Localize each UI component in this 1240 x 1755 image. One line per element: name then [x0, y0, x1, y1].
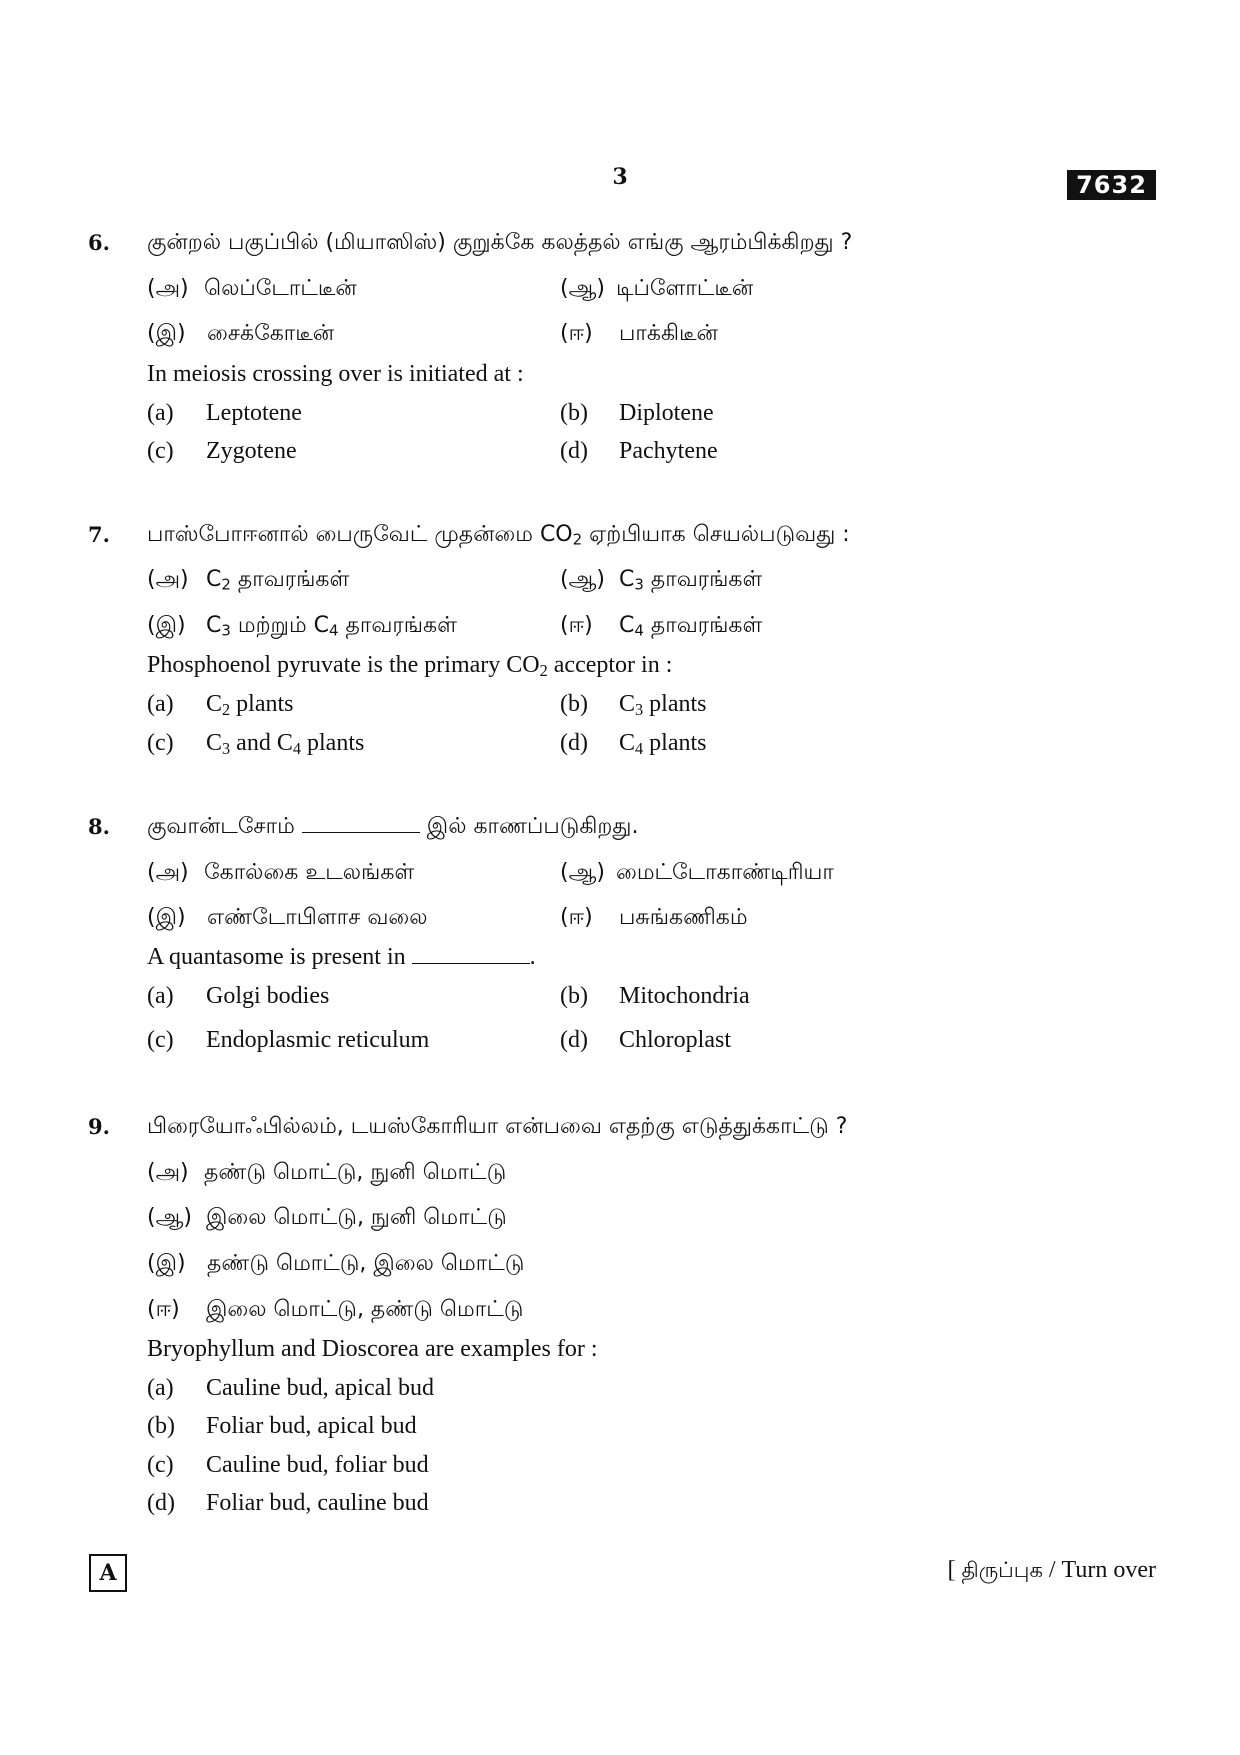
q9-en-label-c: (c) [147, 1452, 174, 1478]
q9-en-label-d: (d) [147, 1490, 175, 1516]
q7-en-label-a: (a) [147, 691, 174, 717]
q9-ta-label-b: (ஆ) [147, 1205, 192, 1230]
q8-en-label-a: (a) [147, 983, 174, 1009]
q7-en-label-b: (b) [560, 691, 588, 717]
q9-en-option-b: Foliar bud, apical bud [206, 1413, 417, 1439]
q8-ta-label-b: (ஆ) [560, 860, 605, 885]
q9-ta-option-a: தண்டு மொட்டு, நுனி மொட்டு [204, 1160, 507, 1185]
turn-over-note: [ திருப்புக / Turn over [947, 1557, 1156, 1583]
q7-en-option-d: $C_4$ plants [619, 730, 707, 759]
q7-ta-option-d: $C_4$ தாவரங்கள் [619, 613, 763, 640]
q8-ta-option-c: எண்டோபிளாச வலை [207, 905, 428, 930]
q8-ta-label-d: (ஈ) [560, 905, 593, 930]
q8-en-label-c: (c) [147, 1027, 174, 1053]
q8-en-option-d: Chloroplast [619, 1027, 731, 1053]
q7-en-option-a: $C_2$ plants [206, 691, 294, 720]
q9-en-label-b: (b) [147, 1413, 175, 1439]
question-7-english-stem: Phosphoenol pyruvate is the primary $CO_2$ acceptor in : [147, 652, 673, 681]
q6-ta-label-c: (இ) [147, 321, 186, 346]
q6-ta-option-a: லெப்டோட்டீன் [204, 276, 357, 301]
q8-en-option-a: Golgi bodies [206, 983, 330, 1009]
q7-ta-label-c: (இ) [147, 613, 186, 638]
q7-ta-label-b: (ஆ) [560, 567, 605, 592]
q7-ta-option-a: $C_2$ தாவரங்கள் [206, 567, 350, 594]
q8-en-label-d: (d) [560, 1027, 588, 1053]
q6-en-option-d: Pachytene [619, 438, 718, 464]
question-9-english-stem: Bryophyllum and Dioscorea are examples for : [147, 1336, 598, 1362]
q7-en-option-b: $C_3$ plants [619, 691, 707, 720]
q6-en-label-b: (b) [560, 400, 588, 426]
q8-en-option-b: Mitochondria [619, 983, 750, 1009]
q9-ta-option-c: தண்டு மொட்டு, இலை மொட்டு [207, 1251, 525, 1276]
question-6-tamil-stem: குன்றல் பகுப்பில் (மியாஸிஸ்) குறுக்கே கலத்தல் எங்கு ஆரம்பிக்கிறது ? [147, 230, 853, 255]
q9-ta-option-b: இலை மொட்டு, நுனி மொட்டு [206, 1205, 507, 1230]
question-6-number: 6. [88, 230, 110, 255]
q6-ta-option-d: பாக்கிடீன் [619, 321, 718, 346]
q6-ta-option-b: டிப்ளோட்டீன் [616, 276, 754, 301]
q7-ta-label-d: (ஈ) [560, 613, 593, 638]
question-9-number: 9. [88, 1114, 110, 1139]
q9-ta-label-d: (ஈ) [147, 1297, 180, 1322]
q8-ta-label-a: (அ) [147, 860, 189, 885]
q6-en-option-c: Zygotene [206, 438, 297, 464]
q7-en-option-c: $C_3$ and $C_4$ plants [206, 730, 365, 759]
q6-en-label-a: (a) [147, 400, 174, 426]
q6-en-label-d: (d) [560, 438, 588, 464]
question-6-english-stem: In meiosis crossing over is initiated at : [147, 361, 524, 387]
question-7-number: 7. [88, 522, 110, 547]
q9-ta-option-d: இலை மொட்டு, தண்டு மொட்டு [206, 1297, 524, 1322]
q8-ta-option-d: பசுங்கணிகம் [619, 905, 748, 930]
question-8-tamil-stem: குவான்டசோம் இல் காணப்படுகிறது. [147, 814, 639, 839]
q6-ta-label-a: (அ) [147, 276, 189, 301]
q8-ta-label-c: (இ) [147, 905, 186, 930]
q8-ta-option-b: மைட்டோகாண்டிரியா [616, 860, 834, 885]
q6-en-label-c: (c) [147, 438, 174, 464]
q9-en-label-a: (a) [147, 1375, 174, 1401]
q9-en-option-d: Foliar bud, cauline bud [206, 1490, 429, 1516]
q7-en-label-d: (d) [560, 730, 588, 756]
q9-en-option-c: Cauline bud, foliar bud [206, 1452, 429, 1478]
q6-ta-label-b: (ஆ) [560, 276, 605, 301]
q9-ta-label-a: (அ) [147, 1160, 189, 1185]
question-8-english-stem: A quantasome is present in . [147, 944, 536, 970]
q7-en-label-c: (c) [147, 730, 174, 756]
page-number: 3 [612, 164, 628, 190]
q6-en-option-b: Diplotene [619, 400, 714, 426]
q6-ta-label-d: (ஈ) [560, 321, 593, 346]
question-7-tamil-stem: பாஸ்போஈனால் பைருவேட் முதன்மை $CO_2$ ஏற்பியாக செயல்படுவது : [147, 522, 850, 549]
question-9-tamil-stem: பிரையோஃபில்லம், டயஸ்கோரியா என்பவை எதற்கு எடுத்துக்காட்டு ? [147, 1114, 848, 1139]
question-8-number: 8. [88, 814, 110, 839]
fill-in-blank [412, 945, 530, 964]
q9-ta-label-c: (இ) [147, 1251, 186, 1276]
q7-ta-option-c: $C_3$ மற்றும் $C_4$ தாவரங்கள் [206, 613, 457, 640]
paper-code-badge: 7632 [1067, 170, 1156, 200]
q8-en-option-c: Endoplasmic reticulum [206, 1027, 430, 1053]
q8-en-label-b: (b) [560, 983, 588, 1009]
q7-ta-option-b: $C_3$ தாவரங்கள் [619, 567, 763, 594]
q6-en-option-a: Leptotene [206, 400, 302, 426]
q8-ta-option-a: கோல்கை உடலங்கள் [204, 860, 415, 885]
q9-en-option-a: Cauline bud, apical bud [206, 1375, 434, 1401]
q6-ta-option-c: சைக்கோடீன் [207, 321, 335, 346]
q7-ta-label-a: (அ) [147, 567, 189, 592]
fill-in-blank [302, 814, 420, 833]
question-set-box: A [89, 1554, 127, 1592]
